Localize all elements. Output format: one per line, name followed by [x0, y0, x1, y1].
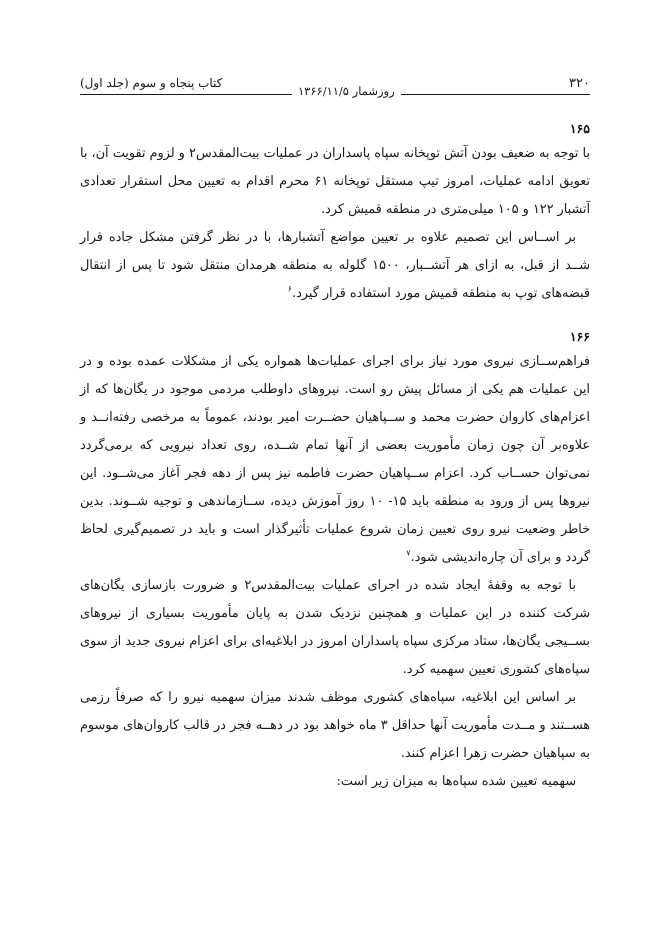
- paragraph: با توجه به وقفهٔ ایجاد شده در اجرای عملیات بیت‌المقدس۲ و ضرورت بازسازی یگان‌های شرکت کننده در این عملیات و همچنین نزدیک شدن به پایان مأموریت بسیاری از نیروهای بســیجی یگان‌ها، ستاد مرکزی سپاه پاسداران امروز در ابلاغیه‌ای برای اعزام نیروی جدید از سوی سپاه‌های کشوری تعیین سهمیه کرد.: [80, 578, 590, 677]
- footnote-ref: ۷: [406, 548, 411, 558]
- header-date: روزشمار ۱۳۶۶/۱۱/۵: [292, 84, 401, 98]
- page-number: ۳۲۰: [569, 76, 590, 91]
- section-number: ۱۶۵: [569, 121, 590, 136]
- running-header: [80, 74, 590, 98]
- main-text: [80, 118, 590, 796]
- paragraph: بر اســاس این تصمیم علاوه بر تعیین مواضع آتشبارها، با در نظر گرفتن مشکل جاده قرار شــد از قبل، به ازای هر آتشــبار، ۱۵۰۰ گلوله به منطقه هرمدان منتقل شود تا پس از انتقال قبضه‌های توپ به منطقه قمیش مورد استفاده قرار گیرد.$^۶$: [80, 230, 590, 301]
- paragraph: با توجه به ضعیف بودن آتش توپخانه سپاه پاسداران در عملیات بیت‌المقدس۲ و لزوم تقویت آن، با تعویق ادامه عملیات، امروز تیپ مستقل توپخانه ۶۱ محرم اقدام به تعیین محل استقرار تعدادی آتشبار ۱۲۲ و ۱۰۵ میلی‌متری در منطقه قمیش کرد.: [80, 146, 590, 217]
- paragraph: فراهم‌ســازی نیروی مورد نیاز برای اجرای عملیات‌ها همواره یکی از مشکلات عمده بوده و در این عملیات هم یکی از مسائل پیش رو است. نیروهای داوطلب مردمی موجود در یگان‌ها که از اعزام‌های کاروان حضرت محمد و ســپاهیان حضــرت امیر بودند، عموماً به مرخصی رفته‌انــد و علاوه‌بر آن چون زمان مأموریت بعضی از آنها تمام شــده، روی تعداد نیرویی که برمی‌گردد نمی‌توان حســاب کرد. اعزام ســپاهیان حضرت فاطمه نیز پس از دهه فجر آغاز می‌شــود. این نیروها پس از ورود به منطقه باید ۱۵- ۱۰ روز آموزش دیده، ســازماندهی و توجیه شــوند. بدین خاطر وضعیت نیرو روی تعیین زمان شروع عملیات تأثیرگذار است و باید در تصمیم‌گیری لحاظ گردد و برای آن چاره‌اندیشی شود.$^۷$: [80, 354, 590, 565]
- footnote-ref: ۶: [287, 284, 293, 294]
- paragraph: بر اساس این ابلاغیه، سپاه‌های کشوری موظف شدند میزان سهمیه نیرو را که صرفاً رزمی هســتند و مــدت مأموریت آنها حداقل ۳ ماه خواهد بود در دهــه فجر در قالب کاروان‌های موسوم به سپاهیان حضرت زهرا اعزام کنند.: [80, 690, 590, 761]
- section-number: ۱۶۶: [569, 329, 590, 344]
- book-title: کتاب پنجاه و سوم (جلد اول): [80, 76, 223, 90]
- paragraph: سهمیه تعیین شده سپاه‌ها به میزان زیر است:: [336, 774, 576, 789]
